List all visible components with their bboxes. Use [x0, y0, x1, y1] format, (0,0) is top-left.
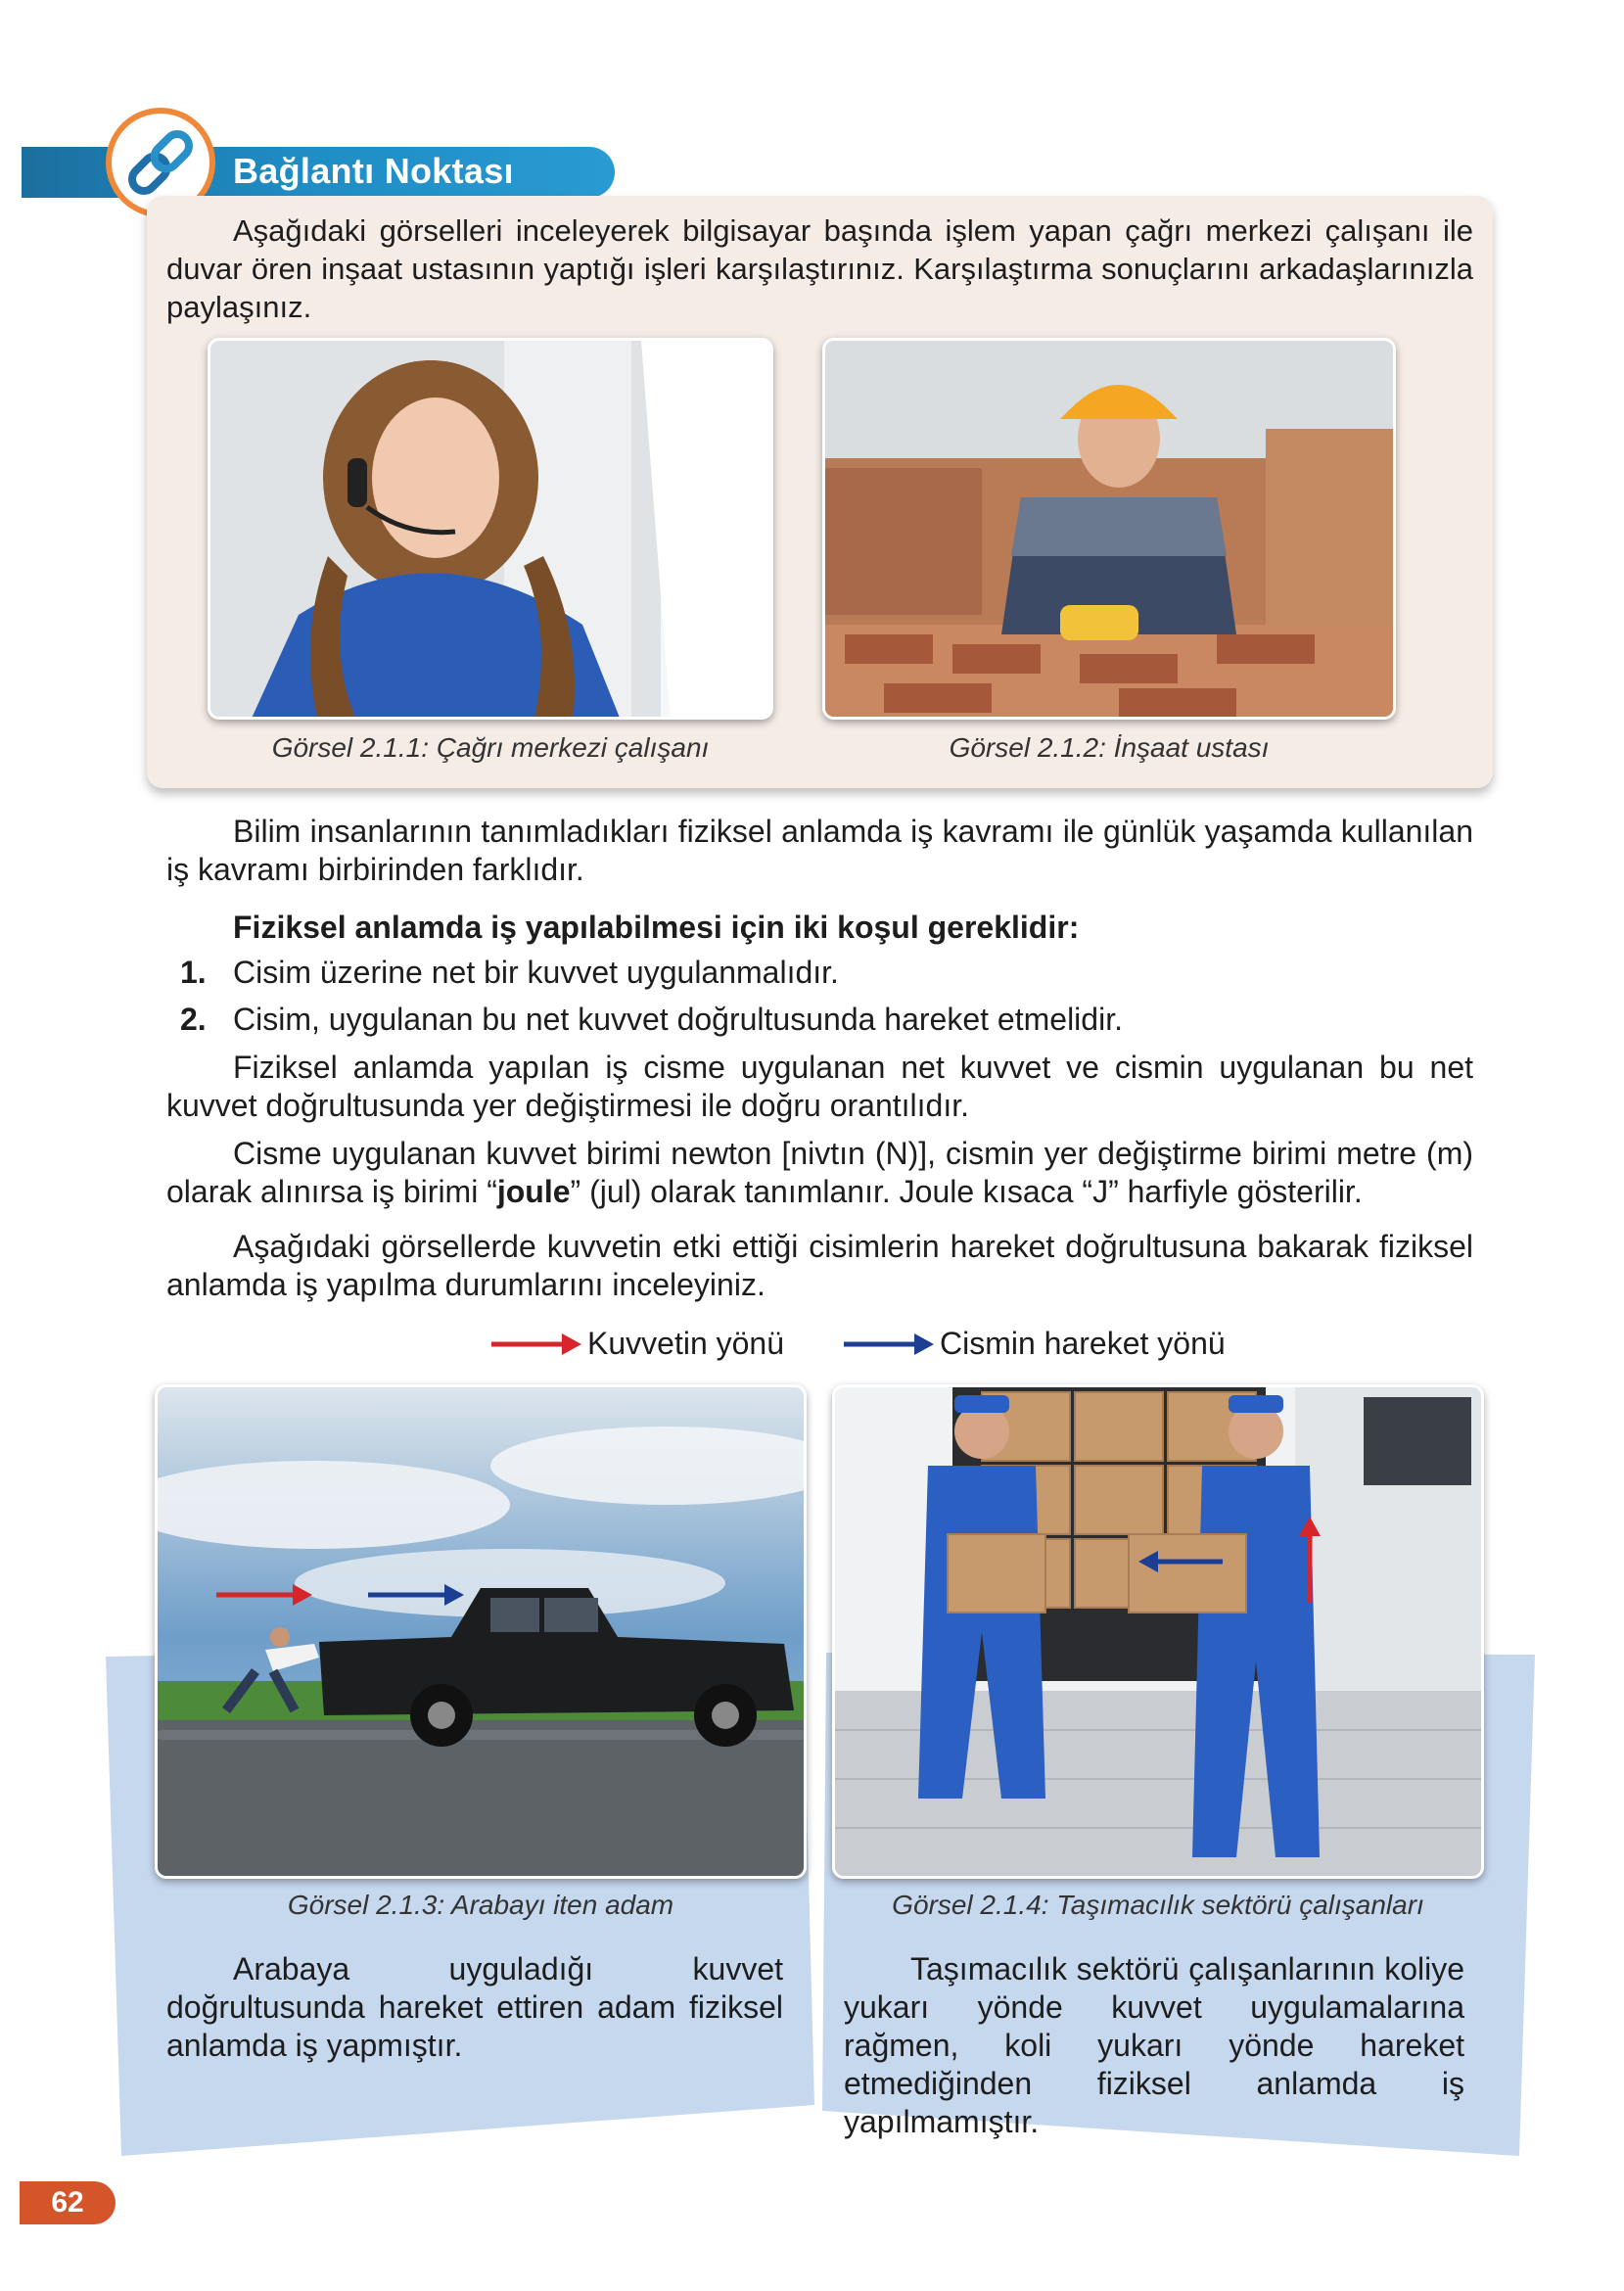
call-center-photo: [208, 338, 773, 720]
paragraph-examine: Aşağıdaki görsellerde kuvvetin etki ettiği cisimlerin hareket doğrultusuna bakarak fiziksel anlamda iş yapılma durumlarını inceleyiniz.: [166, 1229, 1473, 1302]
construction-worker-photo: [822, 338, 1396, 720]
caption-figure-2-1-2: Görsel 2.1.2: İnşaat ustası: [949, 732, 1270, 763]
caption-figure-2-1-4: Görsel 2.1.4: Taşımacılık sektörü çalışanları: [892, 1890, 1424, 1920]
movers-with-boxes-photo: [832, 1384, 1484, 1879]
explanation-work-done: Arabaya uyguladığı kuvvet doğrultusunda hareket ettiren adam fiziksel anlamda iş yapmıştır.: [166, 1951, 783, 2063]
list-number-1: 1.: [180, 955, 207, 990]
caption-figure-2-1-1: Görsel 2.1.1: Çağrı merkezi çalışanı: [271, 732, 710, 763]
motion-direction-arrow-icon: [844, 1330, 934, 1359]
page-number: 62: [20, 2181, 116, 2224]
legend-force-label: Kuvvetin yönü: [587, 1326, 785, 1361]
intro-text: Aşağıdaki görselleri inceleyerek bilgisayar başında işlem yapan çağrı merkezi çalışanı ile duvar ören inşaat ustasının yaptığı işleri karşılaştırınız. Karşılaştırma sonuçlarını arkadaşlarınızla paylaşınız.: [166, 213, 1473, 324]
man-pushing-truck-photo: [155, 1384, 807, 1879]
joule-text-a: Cisme uygulanan kuvvet birimi newton [nivtın (N)], cismin yer değiştirme birimi metre (m) olarak alınırsa iş birimi “: [166, 1136, 1473, 1209]
explanation-no-work: Taşımacılık sektörü çalışanlarının koliye yukarı yönde kuvvet uygulamalarına rağmen, koli yukarı yönde hareket etmediğinden fiziksel anlamda iş yapılmamıştır.: [844, 1951, 1464, 2139]
condition-item-1: Cisim üzerine net bir kuvvet uygulanmalıdır.: [233, 955, 839, 990]
joule-term: joule: [496, 1174, 571, 1209]
condition-item-2: Cisim, uygulanan bu net kuvvet doğrultusunda hareket etmelidir.: [233, 1002, 1123, 1037]
force-direction-arrow-icon: [491, 1330, 581, 1359]
caption-figure-2-1-3: Görsel 2.1.3: Arabayı iten adam: [287, 1890, 674, 1920]
joule-text-b: ” (jul) olarak tanımlanır. Joule kısaca “J” harfiyle gösterilir.: [570, 1174, 1363, 1209]
paragraph-joule-unit: [166, 1135, 1473, 1211]
conditions-heading: Fiziksel anlamda iş yapılabilmesi için iki koşul gereklidir:: [233, 910, 1080, 945]
section-title: Bağlantı Noktası: [233, 151, 514, 191]
legend-motion-label: Cismin hareket yönü: [940, 1326, 1226, 1361]
paragraph-work-concept: Bilim insanlarının tanımladıkları fiziksel anlamda iş kavramı ile günlük yaşamda kullanılan iş kavramı birbirinden farklıdır.: [166, 814, 1473, 887]
paragraph-proportionality: Fiziksel anlamda yapılan iş cisme uygulanan net kuvvet ve cismin uygulanan bu net kuvvet doğrultusunda yer değiştirmesi ile doğru orantılıdır.: [166, 1050, 1473, 1123]
list-number-2: 2.: [180, 1002, 207, 1037]
